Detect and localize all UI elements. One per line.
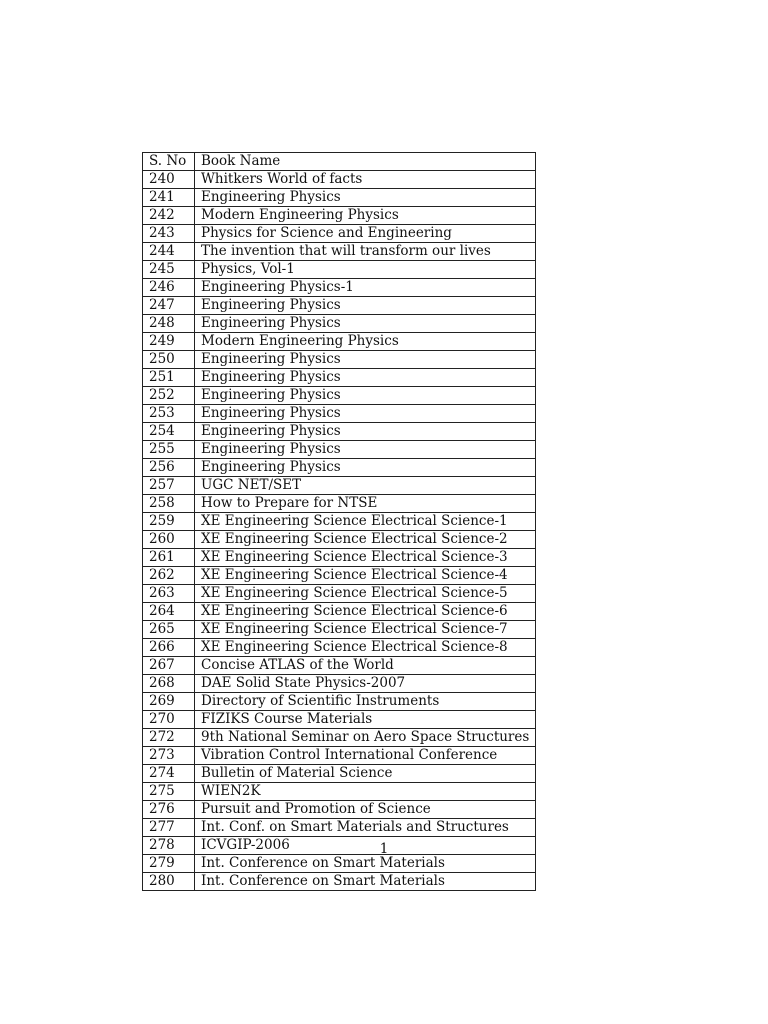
header-sno: S. No	[143, 153, 195, 171]
cell-sno: 278	[143, 837, 195, 855]
cell-book-name: XE Engineering Science Electrical Science-2	[195, 531, 536, 549]
cell-sno: 248	[143, 315, 195, 333]
cell-sno: 277	[143, 819, 195, 837]
cell-sno: 246	[143, 279, 195, 297]
table-row	[143, 765, 536, 783]
cell-book-name: Directory of Scientific Instruments	[195, 693, 536, 711]
cell-sno: 262	[143, 567, 195, 585]
table-row	[143, 639, 536, 657]
cell-book-name: XE Engineering Science Electrical Science-1	[195, 513, 536, 531]
cell-book-name: XE Engineering Science Electrical Science-8	[195, 639, 536, 657]
table-row	[143, 783, 536, 801]
cell-book-name: Engineering Physics	[195, 297, 536, 315]
cell-sno: 267	[143, 657, 195, 675]
cell-book-name: DAE Solid State Physics-2007	[195, 675, 536, 693]
cell-sno: 241	[143, 189, 195, 207]
cell-sno: 252	[143, 387, 195, 405]
cell-book-name: Engineering Physics	[195, 423, 536, 441]
cell-book-name: WIEN2K	[195, 783, 536, 801]
cell-book-name: Engineering Physics	[195, 315, 536, 333]
cell-book-name: XE Engineering Science Electrical Science-4	[195, 567, 536, 585]
cell-sno: 249	[143, 333, 195, 351]
table-row	[143, 369, 536, 387]
cell-sno: 254	[143, 423, 195, 441]
cell-book-name: Int. Conference on Smart Materials	[195, 873, 536, 891]
table-row	[143, 837, 536, 855]
table-row	[143, 801, 536, 819]
table-row	[143, 567, 536, 585]
cell-book-name: XE Engineering Science Electrical Science-3	[195, 549, 536, 567]
table-row	[143, 603, 536, 621]
cell-sno: 247	[143, 297, 195, 315]
cell-book-name: FIZIKS Course Materials	[195, 711, 536, 729]
cell-sno: 245	[143, 261, 195, 279]
cell-sno: 258	[143, 495, 195, 513]
cell-sno: 276	[143, 801, 195, 819]
cell-sno: 273	[143, 747, 195, 765]
table-row	[143, 297, 536, 315]
cell-sno: 261	[143, 549, 195, 567]
cell-book-name: Int. Conf. on Smart Materials and Structures	[195, 819, 536, 837]
table-row	[143, 171, 536, 189]
table-row	[143, 441, 536, 459]
cell-book-name: The invention that will transform our lives	[195, 243, 536, 261]
cell-book-name: Engineering Physics	[195, 405, 536, 423]
cell-book-name: Engineering Physics-1	[195, 279, 536, 297]
cell-sno: 274	[143, 765, 195, 783]
cell-book-name: Bulletin of Material Science	[195, 765, 536, 783]
table-row	[143, 315, 536, 333]
table-row	[143, 405, 536, 423]
table-row	[143, 243, 536, 261]
cell-sno: 259	[143, 513, 195, 531]
table-row	[143, 333, 536, 351]
cell-sno: 272	[143, 729, 195, 747]
cell-sno: 250	[143, 351, 195, 369]
cell-sno: 280	[143, 873, 195, 891]
table-row	[143, 549, 536, 567]
table-row	[143, 225, 536, 243]
cell-book-name: ICVGIP-2006	[195, 837, 536, 855]
table-row	[143, 675, 536, 693]
table-row	[143, 855, 536, 873]
table-header-row	[143, 153, 536, 171]
cell-sno: 240	[143, 171, 195, 189]
cell-book-name: UGC NET/SET	[195, 477, 536, 495]
cell-book-name: Modern Engineering Physics	[195, 333, 536, 351]
cell-book-name: Engineering Physics	[195, 459, 536, 477]
cell-sno: 279	[143, 855, 195, 873]
cell-sno: 243	[143, 225, 195, 243]
cell-sno: 242	[143, 207, 195, 225]
cell-sno: 244	[143, 243, 195, 261]
cell-sno: 253	[143, 405, 195, 423]
table-row	[143, 477, 536, 495]
cell-book-name: Modern Engineering Physics	[195, 207, 536, 225]
cell-sno: 268	[143, 675, 195, 693]
table-row	[143, 459, 536, 477]
cell-sno: 266	[143, 639, 195, 657]
table-row	[143, 261, 536, 279]
table-row	[143, 189, 536, 207]
cell-sno: 260	[143, 531, 195, 549]
cell-sno: 275	[143, 783, 195, 801]
table-row	[143, 423, 536, 441]
cell-sno: 256	[143, 459, 195, 477]
table-row	[143, 495, 536, 513]
table-row	[143, 873, 536, 891]
cell-book-name: Engineering Physics	[195, 387, 536, 405]
cell-book-name: Engineering Physics	[195, 189, 536, 207]
cell-book-name: Int. Conference on Smart Materials	[195, 855, 536, 873]
header-book-name: Book Name	[195, 153, 536, 171]
cell-book-name: 9th National Seminar on Aero Space Structures	[195, 729, 536, 747]
cell-sno: 270	[143, 711, 195, 729]
cell-sno: 269	[143, 693, 195, 711]
table-row	[143, 513, 536, 531]
cell-book-name: How to Prepare for NTSE	[195, 495, 536, 513]
table-row	[143, 207, 536, 225]
cell-sno: 264	[143, 603, 195, 621]
cell-book-name: XE Engineering Science Electrical Science-5	[195, 585, 536, 603]
table-row	[143, 657, 536, 675]
cell-book-name: Engineering Physics	[195, 351, 536, 369]
cell-book-name: Engineering Physics	[195, 369, 536, 387]
cell-sno: 257	[143, 477, 195, 495]
book-list-table	[142, 152, 536, 891]
cell-book-name: Whitkers World of facts	[195, 171, 536, 189]
table-row	[143, 747, 536, 765]
cell-sno: 251	[143, 369, 195, 387]
cell-book-name: Concise ATLAS of the World	[195, 657, 536, 675]
table-row	[143, 351, 536, 369]
table-body	[143, 171, 536, 891]
page-number: 1	[379, 841, 389, 857]
cell-sno: 265	[143, 621, 195, 639]
table-row	[143, 621, 536, 639]
table-row	[143, 711, 536, 729]
cell-book-name: Physics, Vol-1	[195, 261, 536, 279]
table-row	[143, 387, 536, 405]
table-row	[143, 729, 536, 747]
table-row	[143, 819, 536, 837]
cell-book-name: Vibration Control International Conference	[195, 747, 536, 765]
table-row	[143, 693, 536, 711]
cell-sno: 263	[143, 585, 195, 603]
cell-book-name: Pursuit and Promotion of Science	[195, 801, 536, 819]
table-row	[143, 585, 536, 603]
cell-book-name: Engineering Physics	[195, 441, 536, 459]
table-row	[143, 531, 536, 549]
cell-book-name: XE Engineering Science Electrical Science-7	[195, 621, 536, 639]
table-row	[143, 279, 536, 297]
cell-book-name: XE Engineering Science Electrical Science-6	[195, 603, 536, 621]
cell-sno: 255	[143, 441, 195, 459]
cell-book-name: Physics for Science and Engineering	[195, 225, 536, 243]
